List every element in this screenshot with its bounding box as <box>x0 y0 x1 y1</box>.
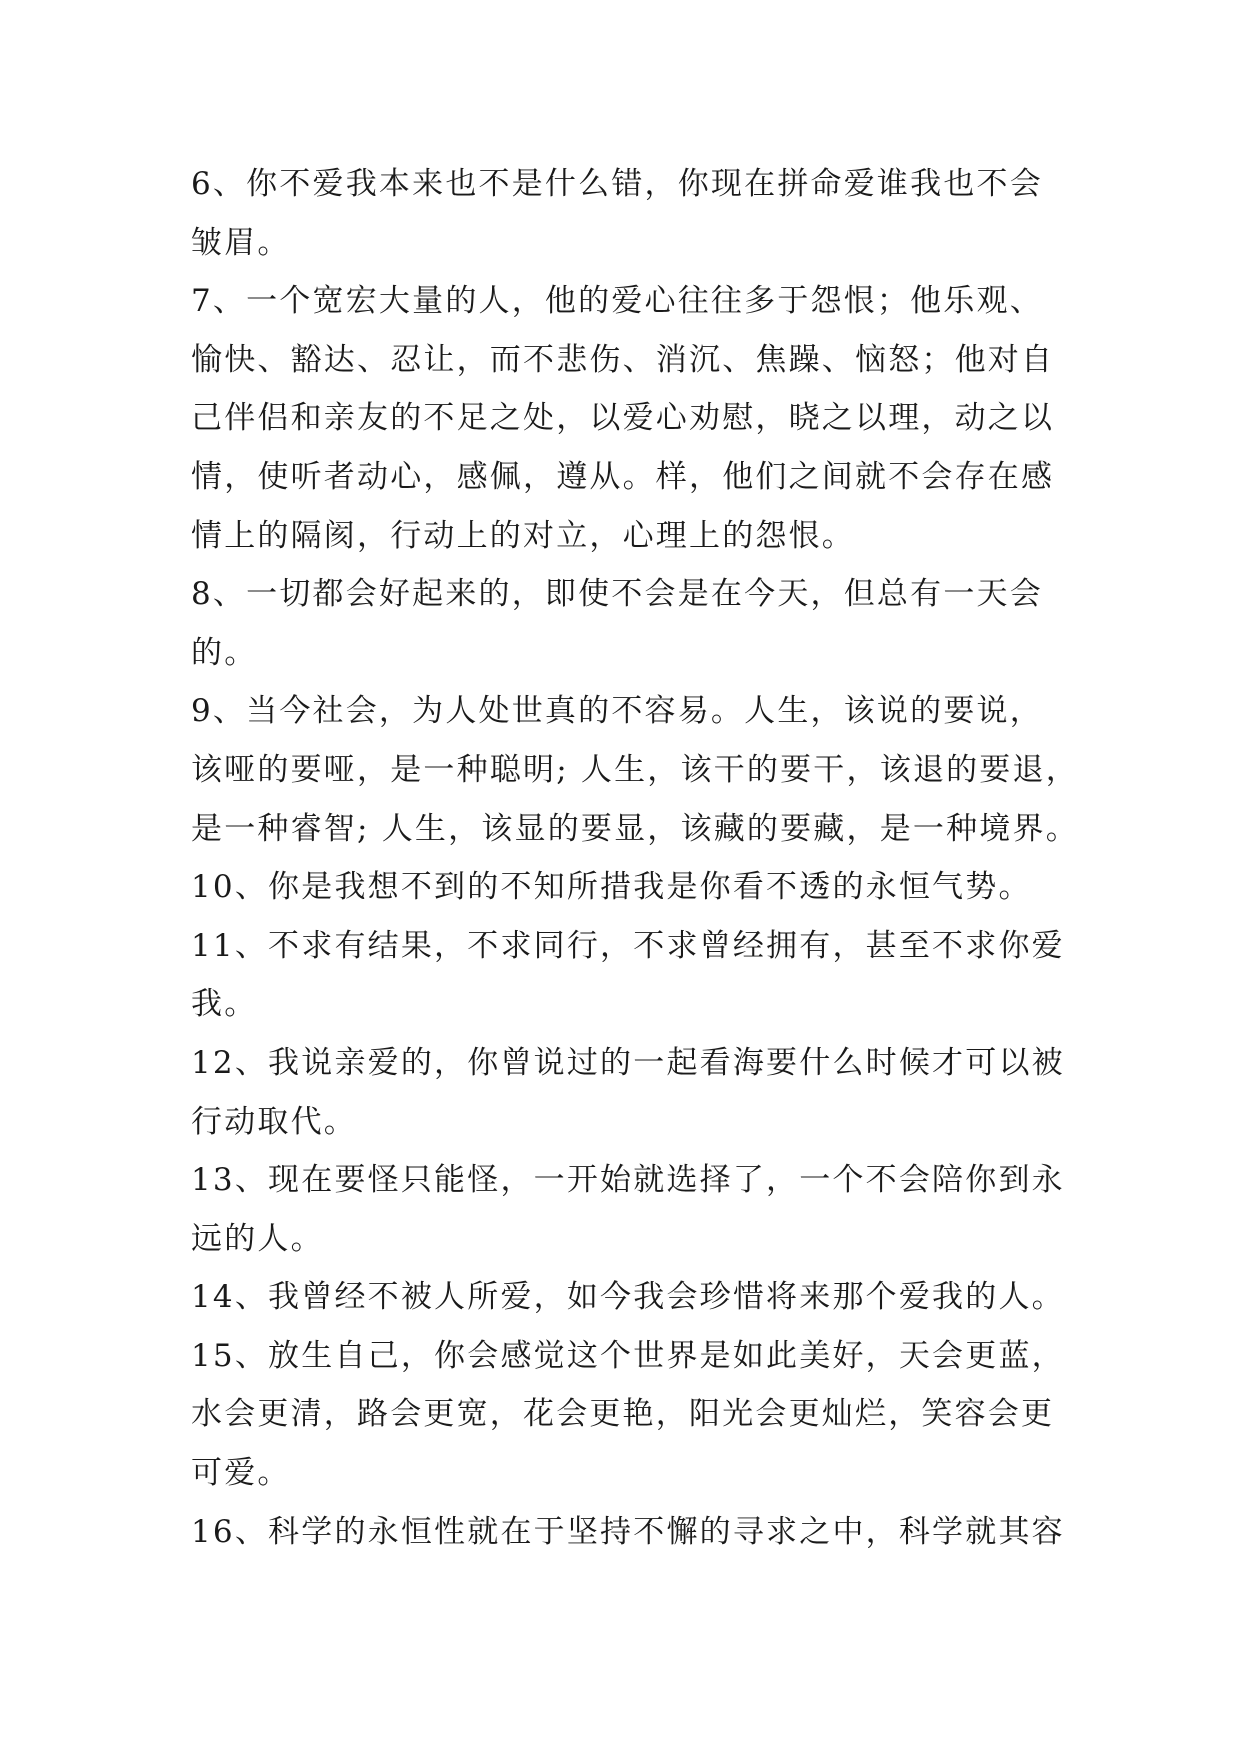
text-line: 己伴侣和亲友的不足之处，以爱心劝慰，晓之以理，动之以 <box>191 400 1055 437</box>
text-line: 水会更清，路会更宽，花会更艳，阳光会更灿烂，笑容会更 <box>191 1396 1055 1433</box>
text-line: 13、现在要怪只能怪，一开始就选择了，一个不会陪你到永 <box>191 1162 1065 1199</box>
text-line: 行动取代。 <box>191 1103 357 1140</box>
text-line: 11、不求有结果，不求同行，不求曾经拥有，甚至不求你爱 <box>191 927 1065 964</box>
text-line: 该哑的要哑，是一种聪明; 人生，该干的要干，该退的要退， <box>191 751 1079 788</box>
text-line: 情，使听者动心，感佩，遵从。样，他们之间就不会存在感 <box>191 458 1055 495</box>
text-line: 8、一切都会好起来的，即使不会是在今天，但总有一天会 <box>191 576 1043 613</box>
text-line: 我。 <box>191 986 258 1023</box>
document-body <box>191 155 1079 1561</box>
text-line: 6、你不爱我本来也不是什么错，你现在拼命爱谁我也不会 <box>191 166 1043 202</box>
text-line: 的。 <box>191 634 258 671</box>
text-line: 远的人。 <box>191 1220 324 1257</box>
text-line: 愉快、豁达、忍让，而不悲伤、消沉、焦躁、恼怒；他对自 <box>191 341 1055 378</box>
text-line: 7、一个宽宏大量的人，他的爱心往往多于怨恨；他乐观、 <box>191 283 1043 320</box>
text-line: 情上的隔阂，行动上的对立，心理上的怨恨。 <box>191 517 855 554</box>
text-line: 10、你是我想不到的不知所措我是你看不透的永恒气势。 <box>191 869 1032 906</box>
text-line: 9、当今社会，为人处世真的不容易。人生，该说的要说， <box>191 693 1043 730</box>
text-line: 14、我曾经不被人所爱，如今我会珍惜将来那个爱我的人。 <box>191 1279 1065 1316</box>
text-line: 是一种睿智; 人生，该显的要显，该藏的要藏，是一种境界。 <box>191 810 1079 847</box>
text-line: 可爱。 <box>191 1455 291 1492</box>
text-line: 皱眉。 <box>191 224 291 261</box>
text-line: 16、科学的永恒性就在于坚持不懈的寻求之中，科学就其容 <box>191 1513 1065 1550</box>
text-line: 12、我说亲爱的，你曾说过的一起看海要什么时候才可以被 <box>191 1044 1065 1081</box>
text-line: 15、放生自己，你会感觉这个世界是如此美好，天会更蓝， <box>191 1337 1065 1374</box>
